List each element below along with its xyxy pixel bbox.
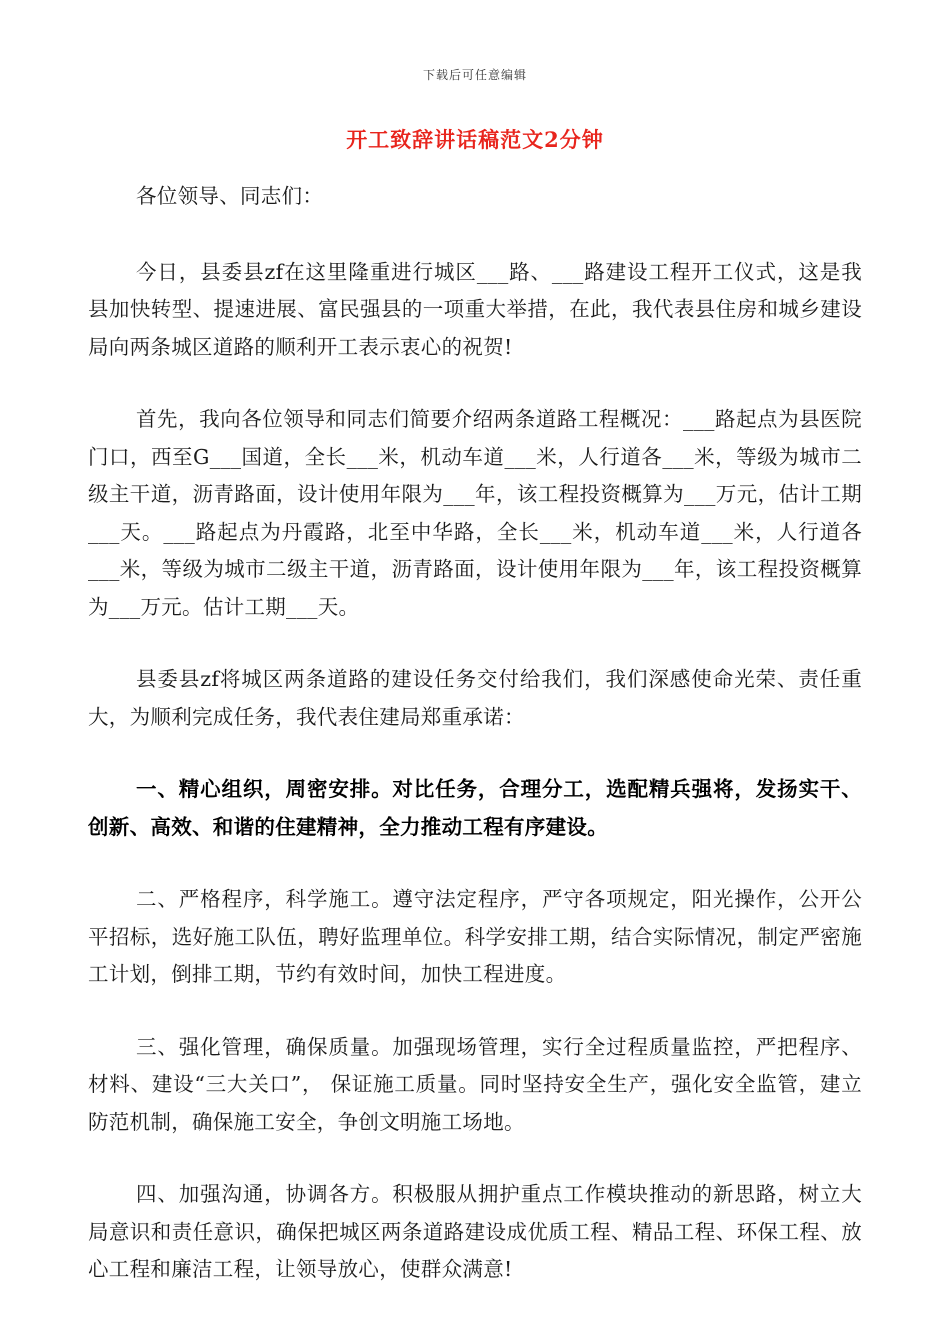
paragraph-point-three: 三、强化管理，确保质量。加强现场管理，实行全过程质量监控，严把程序、材料、建设“三大关口”， 保证施工质量。同时坚持安全生产，强化安全监管，建立防范机制，确保施工安全，争创文明施工场地。: [88, 1034, 862, 1134]
paragraph-point-four: 四、加强沟通，协调各方。积极服从拥护重点工作模块推动的新思路，树立大局意识和责任意识，确保把城区两条道路建设成优质工程、精品工程、环保工程、放心工程和廉洁工程，让领导放心，使群众满意!: [88, 1182, 862, 1281]
paragraph-commitment-intro: 县委县zf将城区两条道路的建设任务交付给我们，我们深感使命光荣、责任重大，为顺利完成任务，我代表住建局郑重承诺：: [88, 667, 862, 729]
header-note: 下载后可任意编辑: [422, 68, 527, 82]
paragraph-point-two: 二、严格程序，科学施工。遵守法定程序，严守各项规定，阳光操作，公开公平招标，选好施工队伍，聘好监理单位。科学安排工期，结合实际情况，制定严密施工计划，倒排工期，节约有效时间，加快工程进度。: [88, 887, 862, 986]
paragraph-project-overview: 首先，我向各位领导和同志们简要介绍两条道路工程概况：___路起点为县医院门口，西至G___国道，全长___米，机动车道___米，人行道各___米，等级为城市二级主干道，沥青路面，设计使用年限为___年，该工程投资概算为___万元，估计工期___天。___路起点为丹霞路，北至中华路，全长___米，机动车道___米，人行道各___米，等级为城市二级主干道，沥青路面，设计使用年限为___年，该工程投资概算为___万元。估计工期___天。: [88, 407, 862, 619]
document-title: 开工致辞讲话稿范文2分钟: [346, 127, 604, 152]
greeting: 各位领导、同志们：: [136, 184, 324, 208]
paragraph-point-one: 一、精心组织，周密安排。对比任务，合理分工，选配精兵强将，发扬实干、创新、高效、和谐的住建精神，全力推动工程有序建设。: [88, 777, 862, 839]
paragraph-opening: 今日，县委县zf在这里隆重进行城区___路、___路建设工程开工仪式，这是我县加快转型、提速进展、富民强县的一项重大举措，在此，我代表县住房和城乡建设局向两条城区道路的顺利开工表示衷心的祝贺!: [88, 259, 862, 359]
document-body: [88, 178, 862, 1324]
